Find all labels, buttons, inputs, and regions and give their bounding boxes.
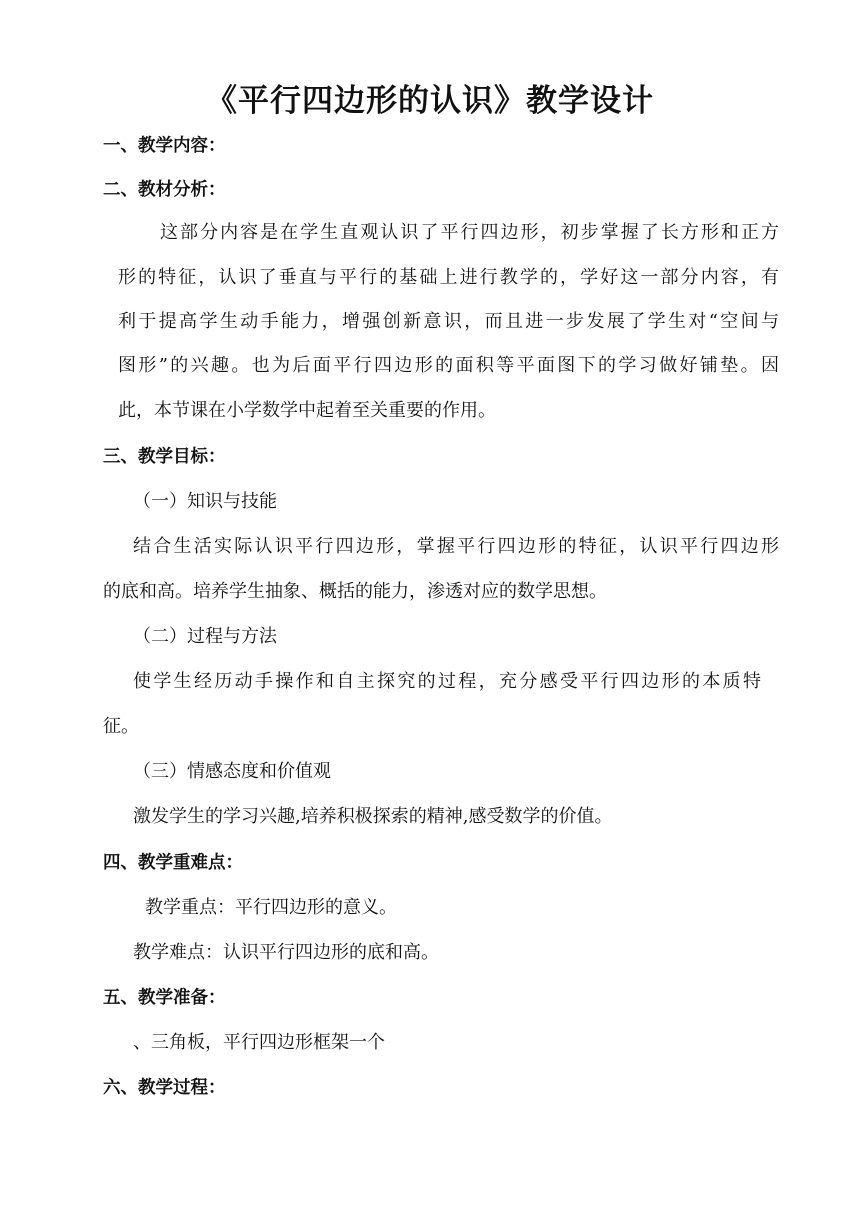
analysis-line-5: 此，本节课在小学数学中起着至关重要的作用。 bbox=[118, 400, 496, 421]
goals-knowledge-subheading: （一）知识与技能 bbox=[133, 491, 277, 512]
goals-knowledge-line-2: 的底和高。培养学生抽象、概括的能力，渗透对应的数学思想。 bbox=[103, 581, 607, 602]
preparation-text: 、三角板，平行四边形框架一个 bbox=[133, 1032, 385, 1053]
goals-process-line-2: 征。 bbox=[103, 716, 139, 737]
section-heading-analysis: 二、教材分析： bbox=[103, 180, 226, 200]
section-heading-preparation: 五、教学准备： bbox=[103, 988, 226, 1008]
analysis-line-2: 形的特征，认识了垂直与平行的基础上进行教学的，学好这一部分内容，有 bbox=[118, 267, 779, 288]
goals-knowledge-line-1: 结合生活实际认识平行四边形，掌握平行四边形的特征，认识平行四边形 bbox=[133, 536, 779, 557]
section-heading-content: 一、教学内容： bbox=[103, 136, 226, 156]
goals-attitude-line-1: 激发学生的学习兴趣,培养积极探索的精神,感受数学的价值。 bbox=[133, 806, 613, 827]
section-heading-goals: 三、教学目标： bbox=[103, 447, 226, 467]
section-heading-key-points: 四、教学重难点： bbox=[103, 853, 243, 873]
key-points-focus: 教学重点：平行四边形的意义。 bbox=[145, 897, 397, 918]
goals-process-subheading: （二）过程与方法 bbox=[133, 626, 277, 647]
analysis-line-4: 图形”的兴趣。也为后面平行四边形的面积等平面图下的学习做好铺垫。因 bbox=[118, 355, 779, 376]
key-points-difficulty: 教学难点：认识平行四边形的底和高。 bbox=[133, 942, 439, 963]
section-heading-process: 六、教学过程： bbox=[103, 1078, 226, 1098]
goals-attitude-subheading: （三）情感态度和价值观 bbox=[133, 761, 331, 782]
analysis-line-1: 这部分内容是在学生直观认识了平行四边形，初步掌握了长方形和正方 bbox=[160, 222, 779, 243]
goals-process-line-1: 使学生经历动手操作和自主探究的过程，充分感受平行四边形的本质特 bbox=[133, 671, 761, 692]
analysis-line-3: 利于提高学生动手能力，增强创新意识，而且进一步发展了学生对“空间与 bbox=[118, 311, 779, 332]
document-title: 《平行四边形的认识》教学设计 bbox=[206, 83, 654, 119]
